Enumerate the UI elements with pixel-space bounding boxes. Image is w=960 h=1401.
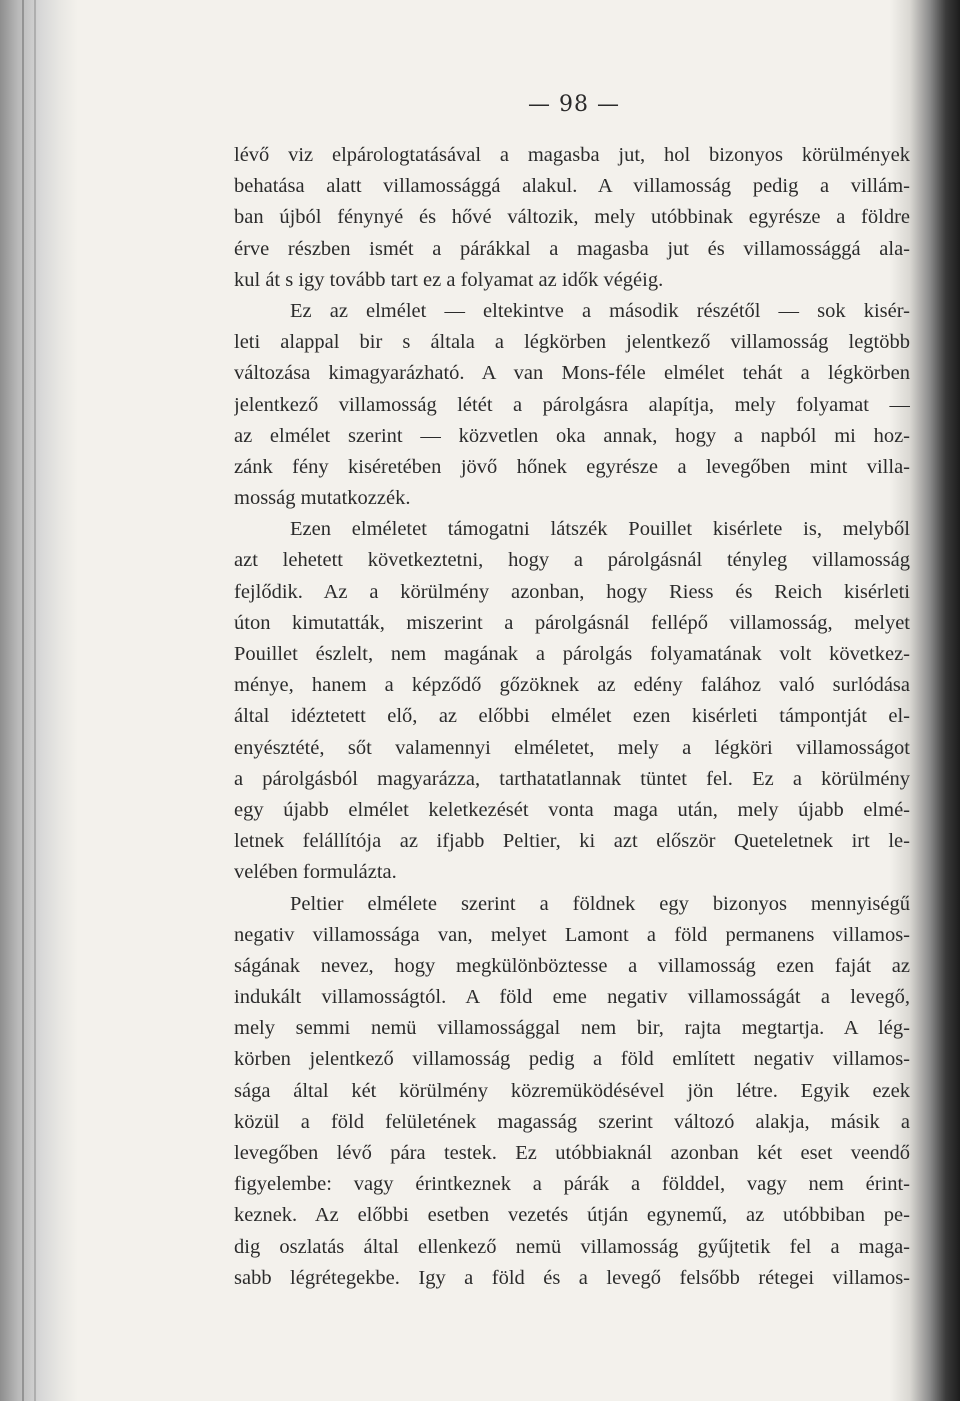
text-line: dig oszlatás által ellenkező nemü villamosság gyűjtetik fel a maga- bbox=[234, 1235, 910, 1258]
text-line: Ezen elméletet támogatni látszék Pouillet kisérlete is, melyből bbox=[290, 518, 910, 541]
text-line: keznek. Az előbbi esetben vezetés útján egynemű, az utóbbiban pe- bbox=[234, 1204, 910, 1227]
text-line: körben jelentkező villamosság pedig a föld említett negativ villamos- bbox=[234, 1048, 910, 1071]
text-line: lévő viz elpárologtatásával a magasba jut, hol bizonyos körülmények bbox=[234, 144, 910, 166]
text-line: mosság mutatkozzék. bbox=[234, 487, 411, 510]
scan-edge-line bbox=[22, 0, 24, 1401]
text-line: azt lehetett következtetni, hogy a párolgásnál tényleg villamosság bbox=[234, 549, 910, 572]
text-line: változása kimagyarázható. A van Mons-féle elmélet tehát a légkörben bbox=[234, 362, 910, 385]
text-line: ban újból fénynyé és hővé változik, mely utóbbinak egyrésze a földre bbox=[234, 206, 910, 229]
text-line: kul át s igy tovább tart ez a folyamat az idők végéig. bbox=[234, 268, 664, 291]
text-line: behatása alatt villamossággá alakul. A villamosság pedig a villám- bbox=[234, 175, 910, 198]
text-line: ménye, hanem a képződő gőzöknek az edény falához való surlódása bbox=[234, 674, 910, 697]
text-line: sága által két körülmény közremüködésével jön létre. Egyik ezek bbox=[234, 1079, 910, 1102]
text-line: jelentkező villamosság létét a párolgásra alapítja, mely folyamat — bbox=[234, 393, 910, 416]
text-line: sabb légrétegekbe. Igy a föld és a levegő felsőbb rétegei villamos- bbox=[234, 1266, 910, 1289]
text-line: levegőben lévő pára testek. Ez utóbbiaknál azonban két eset veendő bbox=[234, 1142, 910, 1164]
text-line: negativ villamossága van, melyet Lamont a föld permanens villamos- bbox=[234, 923, 910, 946]
page-number: — 98 — bbox=[528, 92, 620, 117]
text-line: velében formulázta. bbox=[234, 861, 397, 884]
text-line: Ez az elmélet — eltekintve a második részétől — sok kisér- bbox=[290, 299, 910, 322]
text-line: Pouillet észlelt, nem magának a párolgás folyamatának volt következ- bbox=[234, 643, 910, 665]
text-line: fejlődik. Az a körülmény azonban, hogy Riess és Reich kisérleti bbox=[234, 580, 910, 603]
text-line: ságának nevez, hogy megkülönböztesse a villamosság ezen faját az bbox=[234, 954, 910, 977]
text-line: által idéztetett elő, az előbbi elmélet ezen kisérleti támpontját el- bbox=[234, 705, 910, 728]
text-line: úton kimutatták, miszerint a párolgásnál fellépő villamosság, melyet bbox=[234, 611, 910, 634]
text-line: indukált villamosságtól. A föld eme negativ villamosságát a levegő, bbox=[234, 986, 910, 1009]
text-line: enyésztété, sőt valamennyi elméletet, mely a légköri villamosságot bbox=[234, 736, 910, 759]
scan-shadow-left bbox=[0, 0, 78, 1401]
text-line: zánk fény kiséretében jövő hőnek egyrésze a levegőben mint villa- bbox=[234, 455, 910, 478]
text-line: egy újabb elmélet keletkezését vonta maga után, mely újabb elmé- bbox=[234, 798, 910, 821]
text-line: a párolgásból magyarázza, tarthatatlannak tüntet fel. Ez a körülmény bbox=[234, 767, 910, 790]
text-line: leti alappal bir s általa a légkörben jelentkező villamosság legtöbb bbox=[234, 331, 910, 354]
body-text bbox=[234, 140, 910, 1294]
text-line: közül a föld felületének magasság szerint változó alakja, másik a bbox=[234, 1110, 910, 1133]
text-line: figyelembe: vagy érintkeznek a párák a földdel, vagy nem érint- bbox=[234, 1173, 910, 1196]
text-line: mely semmi nemü villamossággal nem bir, rajta megtartja. A lég- bbox=[234, 1017, 910, 1040]
text-line: az elmélet szerint — közvetlen oka annak, hogy a napból mi hoz- bbox=[234, 424, 910, 447]
text-line: Peltier elmélete szerint a földnek egy bizonyos mennyiségű bbox=[290, 892, 910, 915]
text-line: érve részben ismét a párákkal a magasba jut és villamossággá ala- bbox=[234, 237, 910, 260]
text-line: letnek felállítója az ifjabb Peltier, ki azt először Queteletnek irt le- bbox=[234, 830, 910, 853]
scan-edge-line bbox=[34, 0, 36, 1401]
